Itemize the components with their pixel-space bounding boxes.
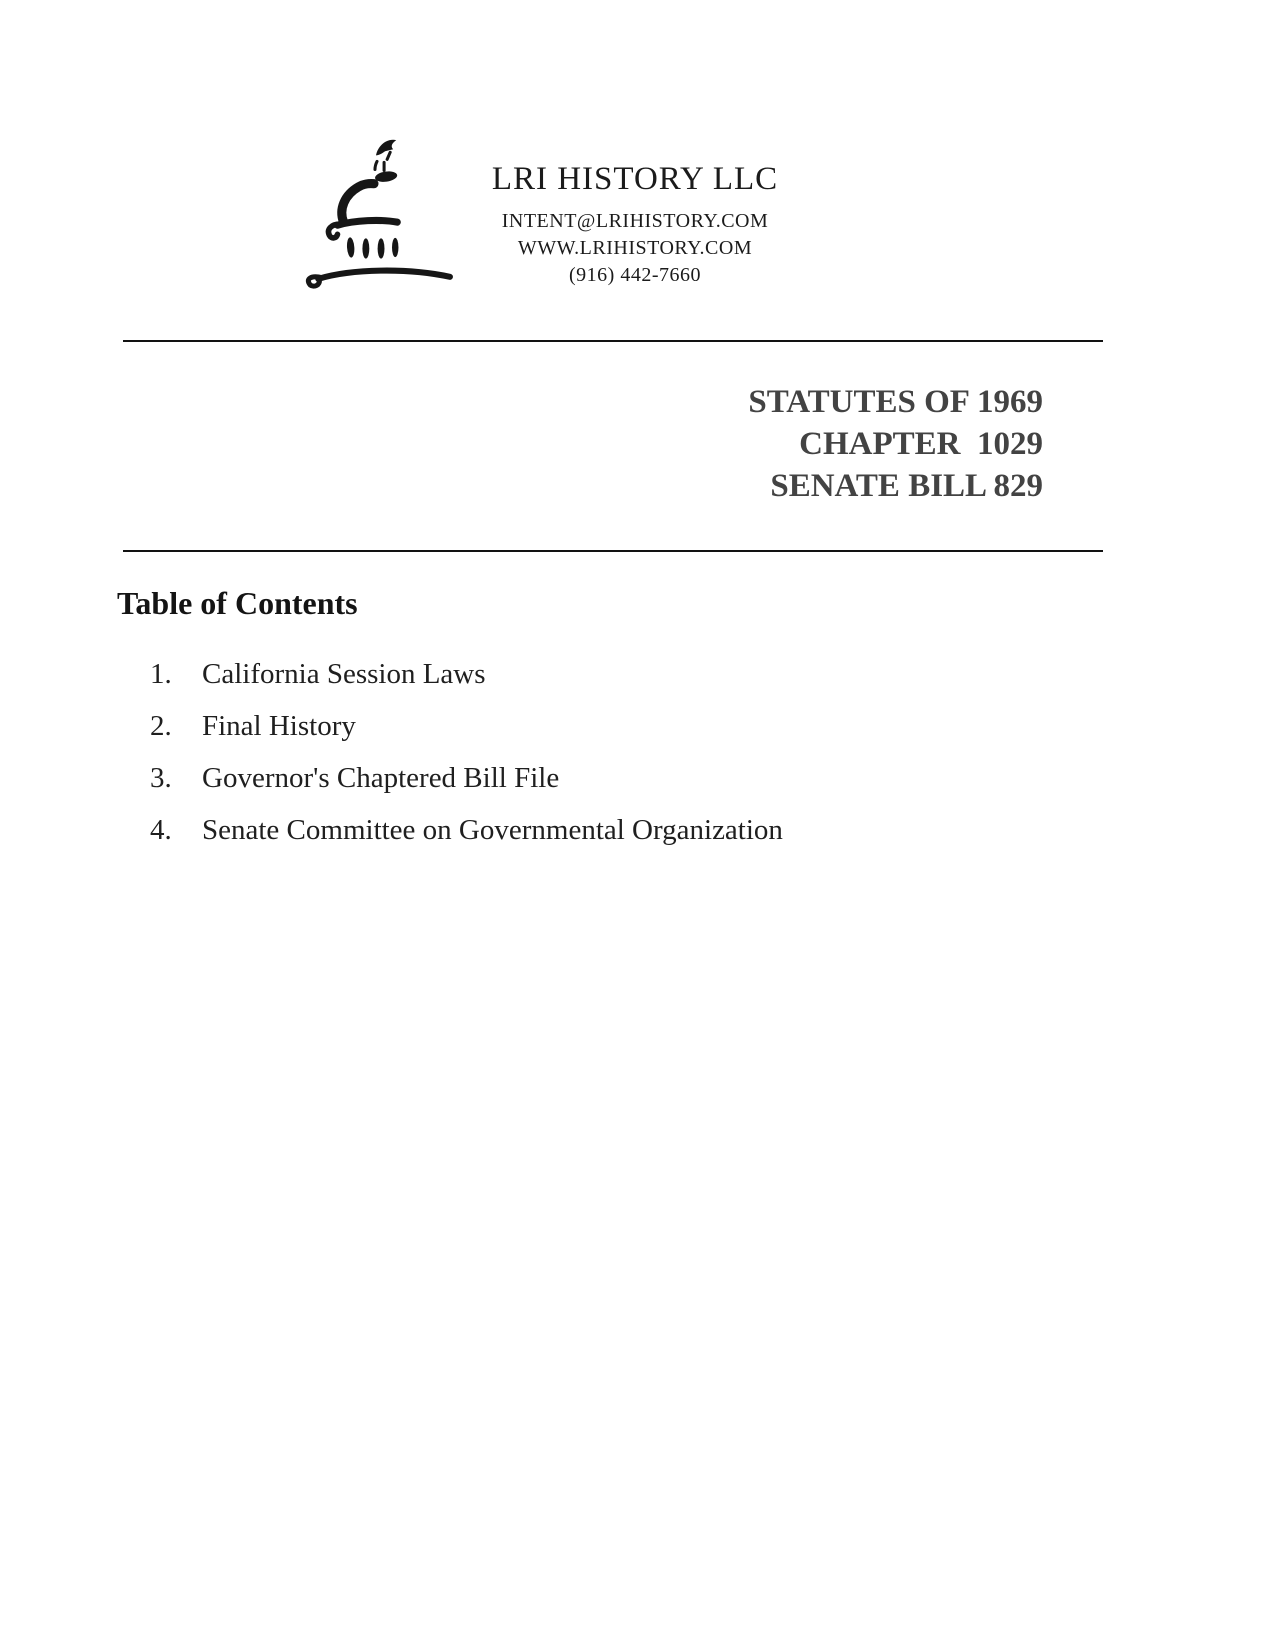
capitol-dome-logo-icon [296, 128, 458, 290]
senate-bill-line: SENATE BILL 829 [770, 468, 1043, 504]
toc-item-number: 4. [150, 814, 172, 846]
horizontal-rule-top [123, 340, 1103, 342]
toc-item-number: 1. [150, 658, 172, 690]
toc-item [150, 648, 783, 700]
case-reference-block [748, 381, 1043, 507]
toc-item-label: Governor's Chaptered Bill File [202, 762, 560, 794]
toc-list [150, 648, 783, 856]
toc-item-number: 3. [150, 762, 172, 794]
toc-item-label: Final History [202, 710, 356, 742]
toc-item [150, 700, 783, 752]
statutes-line: STATUTES OF 1969 [748, 384, 1043, 420]
horizontal-rule-bottom [123, 550, 1103, 552]
toc-item [150, 752, 783, 804]
toc-item-label: California Session Laws [202, 658, 486, 690]
toc-item-label: Senate Committee on Governmental Organization [202, 814, 783, 846]
contact-block [435, 208, 835, 289]
letterhead [435, 160, 835, 289]
website-text: WWW.LRIHISTORY.COM [517, 237, 753, 259]
toc-title: Table of Contents [117, 585, 358, 621]
phone-text: (916) 442-7660 [569, 264, 701, 286]
toc-item [150, 804, 783, 856]
chapter-line: CHAPTER 1029 [799, 426, 1043, 462]
toc-item-number: 2. [150, 710, 172, 742]
email-text: INTENT@LRIHISTORY.COM [501, 210, 769, 232]
company-name: LRI HISTORY LLC [491, 161, 779, 197]
